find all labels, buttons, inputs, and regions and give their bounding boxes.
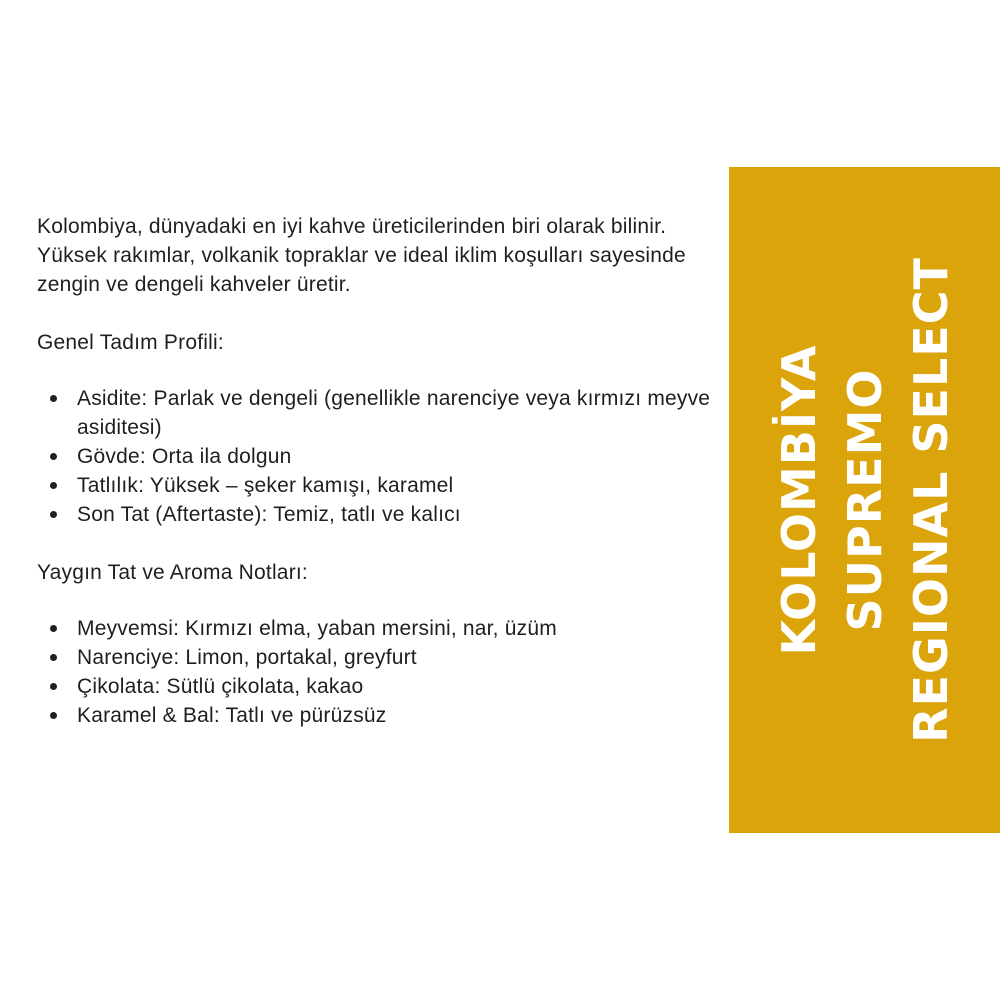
list-item: Narenciye: Limon, portakal, greyfurt [37,643,717,672]
product-title [766,220,964,780]
intro-paragraph: Kolombiya, dünyadaki en iyi kahve üreticilerinden biri olarak bilinir. Yüksek rakımlar, volkanik topraklar ve ideal iklim koşulları sayesinde zengin ve dengeli kahveler üretir. [37,215,686,296]
tasting-profile-list [37,384,717,529]
list-item: Çikolata: Sütlü çikolata, kakao [37,672,717,701]
product-title-line-3: REGIONAL SELECT [903,257,958,743]
product-title-line-2: SUPREMO [837,368,892,632]
description-block [37,212,717,730]
product-title-line-1: KOLOMBİYA [771,344,826,656]
list-item: Son Tat (Aftertaste): Temiz, tatlı ve kalıcı [37,500,717,529]
list-item: Meyvemsi: Kırmızı elma, yaban mersini, nar, üzüm [37,614,717,643]
tasting-profile-heading: Genel Tadım Profili: [37,331,224,354]
list-item: Gövde: Orta ila dolgun [37,442,717,471]
list-item: Asidite: Parlak ve dengeli (genellikle narenciye veya kırmızı meyve asiditesi) [37,384,717,442]
product-title-panel [729,167,1000,833]
aroma-notes-list [37,614,717,730]
aroma-notes-heading: Yaygın Tat ve Aroma Notları: [37,561,308,584]
list-item: Tatlılık: Yüksek – şeker kamışı, karamel [37,471,717,500]
list-item: Karamel & Bal: Tatlı ve pürüzsüz [37,701,717,730]
